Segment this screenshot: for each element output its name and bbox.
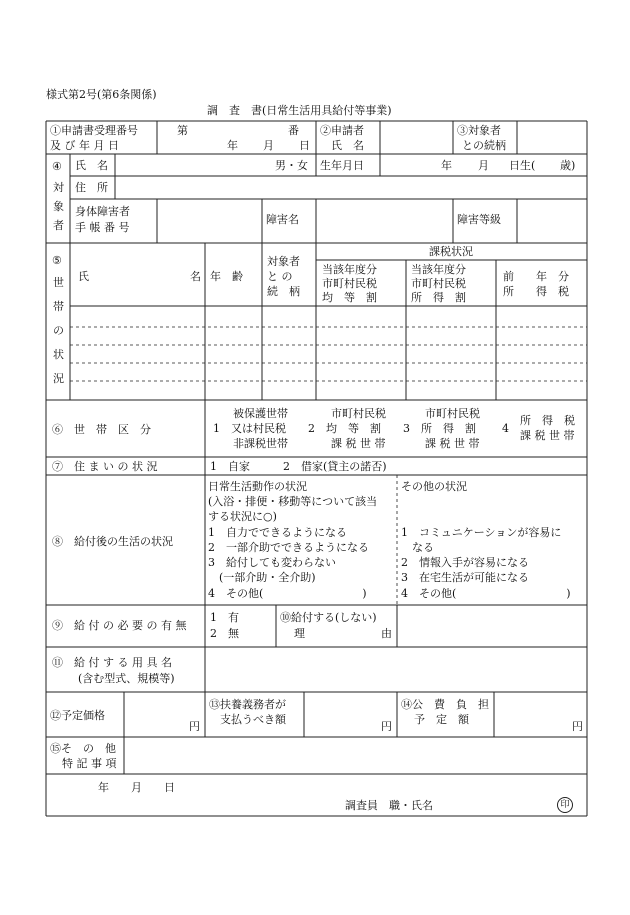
nen-label: 年 bbox=[227, 139, 238, 152]
dob-sai: 歳) bbox=[560, 159, 576, 172]
yen-1: 円 bbox=[189, 720, 200, 733]
dob-nen: 年 bbox=[441, 159, 452, 172]
tax-col2-3: 所 得 割 bbox=[411, 291, 466, 304]
price-label: ⑫予定価格 bbox=[50, 709, 105, 722]
life-left-1: (入浴・排便・移動等について該当 bbox=[208, 495, 378, 508]
yen-2: 円 bbox=[381, 720, 392, 733]
life-left-3: 1 自力でできるようになる bbox=[208, 526, 347, 539]
footer-date: 年 月 日 bbox=[98, 781, 175, 794]
reason-label-2a: 理 bbox=[294, 627, 305, 640]
relation-label-2: との続柄 bbox=[462, 139, 506, 152]
household-side-4: 状 bbox=[53, 348, 64, 361]
target-side-3: 者 bbox=[53, 219, 64, 232]
applicant-label-1: ②申請者 bbox=[320, 124, 364, 137]
handbook-label-2: 手 帳 番 号 bbox=[75, 221, 130, 234]
life-right-4: なる bbox=[401, 541, 434, 554]
dob-hi: 日生( bbox=[509, 159, 536, 172]
cat-opt1-1: 被保護世帯 bbox=[233, 407, 288, 420]
necessity-opt-2: 2 無 bbox=[210, 627, 239, 640]
name-label: 氏 名 bbox=[75, 159, 108, 172]
other-label-2: 特 記 事 項 bbox=[62, 757, 117, 770]
hi-label: 日 bbox=[299, 139, 310, 152]
cat-opt4-2: 課 税 世 帯 bbox=[520, 429, 575, 442]
cat-opt4-1: 所 得 税 bbox=[520, 414, 575, 427]
target-side-2: 象 bbox=[53, 200, 64, 213]
col-name-1: 氏 bbox=[78, 270, 89, 283]
other-label-1: ⑮そ の 他 bbox=[50, 742, 116, 755]
life-left-6: (一部介助・全介助) bbox=[208, 571, 316, 584]
cat-opt1-3: 非課税世帯 bbox=[233, 437, 288, 450]
life-right-6: 3 在宅生活が可能になる bbox=[401, 571, 529, 584]
housing-label: ⑦ 住 ま い の 状 況 bbox=[52, 460, 158, 473]
household-side-5: 況 bbox=[53, 372, 64, 385]
public-label-2: 予 定 額 bbox=[414, 713, 469, 726]
sex-label: 男・女 bbox=[275, 159, 308, 172]
necessity-label: ⑨ 給 付 の 必 要 の 有 無 bbox=[52, 619, 187, 632]
address-label: 住 所 bbox=[75, 181, 108, 194]
cat-opt3-2: 3 所 得 割 bbox=[403, 422, 476, 435]
disability-name-label: 障害名 bbox=[266, 213, 299, 226]
tax-col2-2: 市町村民税 bbox=[411, 277, 466, 290]
life-left-0: 日常生活動作の状況 bbox=[208, 480, 307, 493]
col-name-2: 名 bbox=[190, 270, 201, 283]
target-num: ④ bbox=[52, 160, 62, 173]
col-age: 年 齢 bbox=[210, 270, 243, 283]
cat-opt4-num: 4 bbox=[502, 422, 509, 435]
footer-investigator: 調査員 職・氏名 bbox=[345, 799, 433, 812]
support-label-2: 支払うべき額 bbox=[220, 713, 286, 726]
tax-col1-1: 当該年度分 bbox=[322, 263, 377, 276]
category-label: ⑥ 世 帯 区 分 bbox=[52, 423, 151, 436]
support-label-1: ⑬扶養義務者が bbox=[209, 698, 286, 711]
relation-label-1: ③対象者 bbox=[457, 124, 501, 137]
cat-opt2-2: 2 均 等 割 bbox=[308, 422, 381, 435]
cat-opt2-1: 市町村民税 bbox=[331, 407, 386, 420]
handbook-label-1: 身体障害者 bbox=[75, 205, 130, 218]
col-relation-3: 続 柄 bbox=[267, 285, 300, 298]
life-right-0: その他の状況 bbox=[401, 480, 467, 493]
cat-opt2-3: 課 税 世 帯 bbox=[331, 437, 386, 450]
tax-col2-1: 当該年度分 bbox=[411, 263, 466, 276]
life-label: ⑧ 給付後の生活の状況 bbox=[52, 535, 173, 548]
dob-label: 生年月日 bbox=[320, 159, 364, 172]
life-left-2: する状況に○) bbox=[208, 510, 277, 523]
dai-label: 第 bbox=[177, 124, 188, 137]
col-relation-2: と の bbox=[267, 270, 293, 283]
necessity-opt-1: 1 有 bbox=[210, 611, 239, 624]
household-side-2: 帯 bbox=[53, 300, 64, 313]
app-no-label-2: 及 び 年 月 日 bbox=[50, 139, 119, 152]
cat-opt3-3: 課 税 世 帯 bbox=[425, 437, 480, 450]
target-side-1: 対 bbox=[53, 181, 64, 194]
tax-header: 課税状況 bbox=[429, 245, 473, 258]
public-label-1: ⑭公 費 負 担 bbox=[401, 698, 489, 711]
household-side-1: 世 bbox=[53, 276, 64, 289]
applicant-label-2: 氏 名 bbox=[331, 139, 364, 152]
form-id: 様式第2号(第6条関係) bbox=[46, 88, 157, 101]
housing-value: 1 自家 2 借家(貸主の諾否) bbox=[210, 460, 387, 473]
page-title: 調 査 書(日常生活用具給付等事業) bbox=[207, 104, 392, 117]
tax-col1-3: 均 等 割 bbox=[322, 291, 377, 304]
seal-icon: 印 bbox=[557, 797, 573, 813]
life-left-5: 3 給付しても変わらない bbox=[208, 556, 336, 569]
life-right-3: 1 コミュニケーションが容易に bbox=[401, 526, 562, 539]
item-label-2: (含む型式、規模等) bbox=[78, 672, 175, 685]
life-left-7: 4 その他( ) bbox=[208, 587, 367, 600]
col-relation-1: 対象者 bbox=[267, 255, 300, 268]
app-no-label-1: ①申請書受理番号 bbox=[50, 124, 138, 137]
cat-opt3-1: 市町村民税 bbox=[425, 407, 480, 420]
item-label-1: ⑪ 給 付 す る 用 具 名 bbox=[52, 656, 172, 669]
dob-tsuki: 月 bbox=[478, 159, 489, 172]
reason-label-1: ⑩給付する(しない) bbox=[280, 611, 377, 624]
tax-col3-2: 所 得 税 bbox=[503, 285, 569, 298]
disability-grade-label: 障害等級 bbox=[457, 213, 501, 226]
ban-label: 番 bbox=[288, 124, 299, 137]
reason-label-2b: 由 bbox=[381, 627, 392, 640]
household-side-3: の bbox=[53, 324, 64, 337]
yen-3: 円 bbox=[572, 720, 583, 733]
tax-col1-2: 市町村民税 bbox=[322, 277, 377, 290]
life-right-5: 2 情報入手が容易になる bbox=[401, 556, 529, 569]
cat-opt1-2: 1 又は村民税 bbox=[213, 422, 286, 435]
life-right-7: 4 その他( ) bbox=[401, 587, 571, 600]
tsuki-label: 月 bbox=[263, 139, 274, 152]
tax-col3-1: 前 年 分 bbox=[503, 270, 569, 283]
life-left-4: 2 一部介助でできるようになる bbox=[208, 541, 369, 554]
household-num: ⑤ bbox=[52, 254, 62, 267]
